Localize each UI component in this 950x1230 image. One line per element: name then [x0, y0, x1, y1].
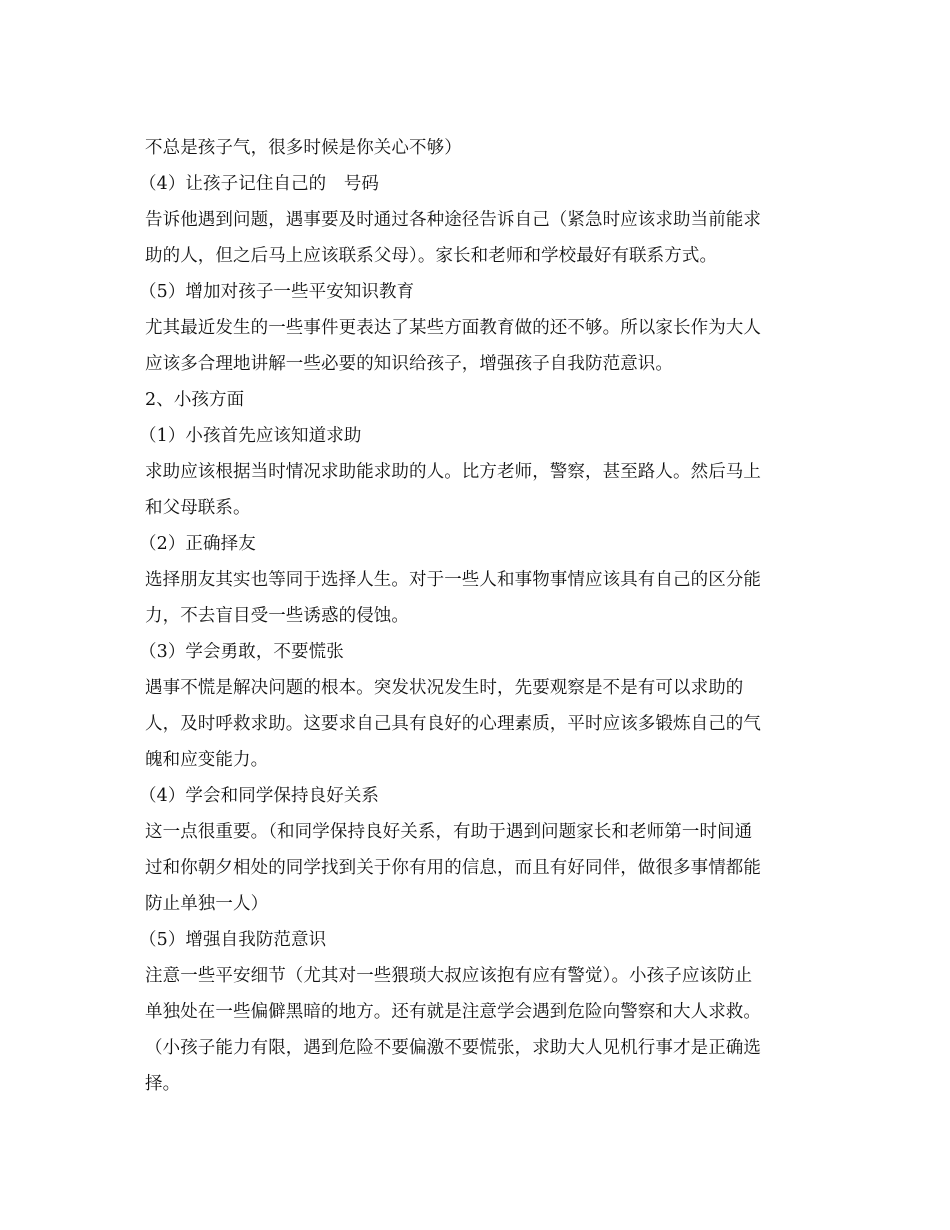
subheading-line: （4）让孩子记住自己的 号码: [139, 174, 380, 194]
paragraph-line: 和父母联系。: [145, 498, 251, 518]
paragraph-line: 魄和应变能力。: [145, 750, 269, 770]
paragraph-line: 过和你朝夕相处的同学找到关于你有用的信息，而且有好同伴，做很多事情都能: [145, 858, 761, 878]
subheading-line: （1）小孩首先应该知道求助: [139, 426, 362, 446]
paragraph-line: 求助应该根据当时情况求助能求助的人。比方老师，警察，甚至路人。然后马上: [145, 462, 761, 482]
paragraph-line: 这一点很重要。（和同学保持良好关系，有助于遇到问题家长和老师第一时间通: [145, 822, 753, 842]
document-body: [139, 130, 800, 1102]
paragraph-line: 尤其最近发生的一些事件更表达了某些方面教育做的还不够。所以家长作为大人: [145, 318, 761, 338]
paragraph-line: 选择朋友其实也等同于选择人生。对于一些人和事物事情应该具有自己的区分能: [145, 570, 761, 590]
paragraph-line: 单独处在一些偏僻黑暗的地方。还有就是注意学会遇到危险向警察和大人求救。: [145, 1002, 761, 1022]
section-heading-line: 2、小孩方面: [145, 390, 245, 410]
paragraph-line: 人，及时呼救求助。这要求自己具有良好的心理素质，平时应该多锻炼自己的气: [145, 714, 761, 734]
paragraph-line: 防止单独一人）: [145, 894, 269, 914]
paragraph-line: 不总是孩子气，很多时候是你关心不够）: [145, 138, 462, 158]
paragraph-line: （小孩子能力有限，遇到危险不要偏激不要慌张，求助大人见机行事才是正确选: [145, 1038, 761, 1058]
paragraph-line: 注意一些平安细节（尤其对一些猥琐大叔应该抱有应有警觉）。小孩子应该防止: [145, 966, 753, 986]
paragraph-line: 助的人，但之后马上应该联系父母）。家长和老师和学校最好有联系方式。: [145, 246, 718, 266]
subheading-line: （2）正确择友: [139, 534, 256, 554]
paragraph-line: 择。: [145, 1074, 181, 1094]
subheading-line: （5）增加对孩子一些平安知识教育: [139, 282, 415, 302]
subheading-line: （5）增强自我防范意识: [139, 930, 327, 950]
paragraph-line: 告诉他遇到问题，遇事要及时通过各种途径告诉自己（紧急时应该求助当前能求: [145, 210, 761, 230]
paragraph-line: 遇事不慌是解决问题的根本。突发状况发生时，先要观察是不是有可以求助的: [145, 678, 744, 698]
subheading-line: （3）学会勇敢，不要慌张: [139, 642, 344, 662]
subheading-line: （4）学会和同学保持良好关系: [139, 786, 380, 806]
paragraph-line: 力，不去盲目受一些诱惑的侵蚀。: [145, 606, 409, 626]
paragraph-line: 应该多合理地讲解一些必要的知识给孩子，增强孩子自我防范意识。: [145, 354, 673, 374]
